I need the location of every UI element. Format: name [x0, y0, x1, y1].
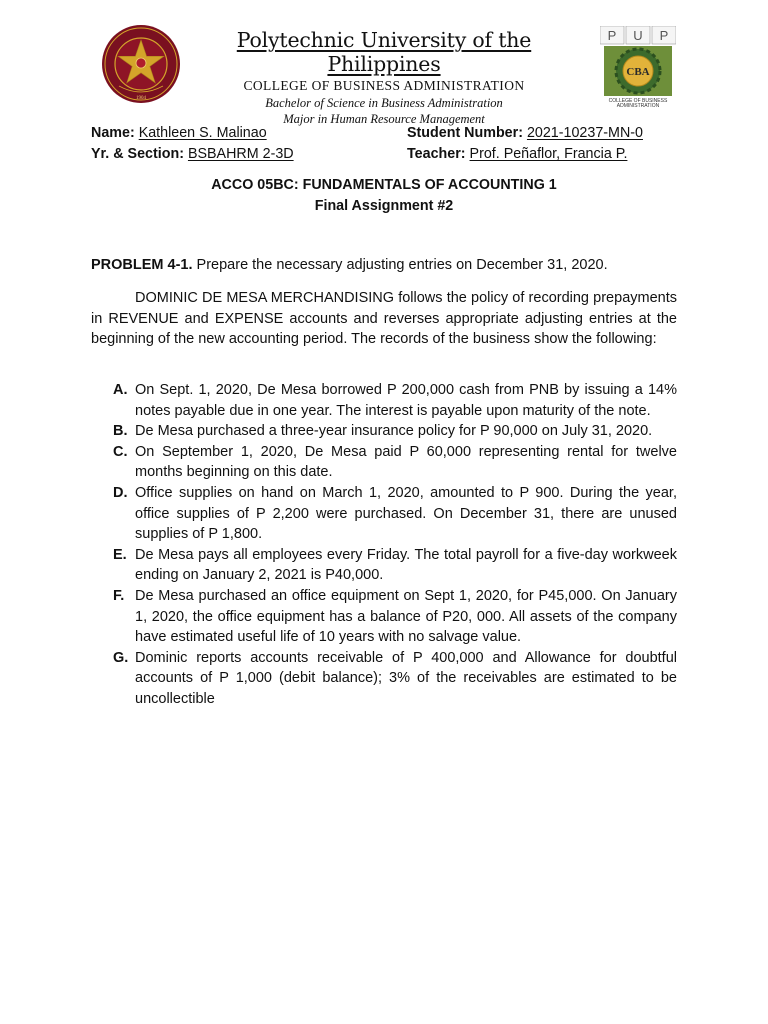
- teacher-name: Prof. Peñaflor, Francia P.: [469, 146, 628, 162]
- student-info-left: [91, 123, 294, 165]
- cba-caption-1: COLLEGE OF BUSINESS: [608, 98, 668, 104]
- assignment-title: Final Assignment #2: [314, 198, 454, 214]
- problem-label: PROBLEM 4-1.: [91, 257, 193, 273]
- student-number: 2021-10237-MN-0: [526, 125, 643, 141]
- pup-seal-logo: [101, 24, 181, 104]
- college-name: COLLEGE OF BUSINESS ADMINISTRATION: [243, 78, 525, 93]
- item-letter: E.: [113, 546, 127, 563]
- list-item: [91, 648, 677, 710]
- list-item: [91, 586, 677, 648]
- item-letter: F.: [113, 587, 125, 604]
- list-item: [91, 442, 677, 483]
- teacher-label: Teacher:: [407, 146, 466, 162]
- item-text: On Sept. 1, 2020, De Mesa borrowed P 200,000 cash from PNB by issuing a 14% notes payable due in one year. The interest is payable upon maturity of the note.: [135, 382, 677, 419]
- letterhead: [184, 28, 584, 127]
- item-letter: B.: [113, 423, 128, 440]
- item-letter: C.: [113, 443, 128, 460]
- list-item: [91, 380, 677, 421]
- logo-letter-p2: P: [659, 28, 669, 43]
- item-text: Dominic reports accounts receivable of P 400,000 and Allowance for doubtful accounts of P 1,000 (debit balance); 3% of the receivables are estimated to be uncollectible: [135, 649, 677, 707]
- list-item: [91, 421, 677, 442]
- list-item: [91, 545, 677, 586]
- number-row: [407, 123, 643, 144]
- list-item: [91, 483, 677, 545]
- teacher-row: [407, 144, 643, 165]
- section-row: [91, 144, 294, 165]
- student-name: Kathleen S. Malinao: [138, 125, 267, 141]
- logo-letter-p1: P: [607, 28, 617, 43]
- cba-caption-2: ADMINISTRATION: [616, 103, 660, 108]
- number-label: Student Number:: [407, 125, 523, 141]
- item-text: De Mesa pays all employees every Friday. The total payroll for a five-day workweek ending on January 2, 2021 is P40,000.: [135, 546, 677, 584]
- program-name: Bachelor of Science in Business Administration: [265, 96, 503, 110]
- item-letter: D.: [113, 484, 128, 501]
- problem-instruction: Prepare the necessary adjusting entries on December 31, 2020.: [192, 257, 608, 273]
- item-text: De Mesa purchased an office equipment on Sept 1, 2020, for P45,000. On January 1, 2020, the office equipment has a balance of P20, 000. All assets of the company have estimated useful life of 10 years with no salvage value.: [135, 587, 677, 646]
- problem-items: [91, 380, 677, 710]
- name-label: Name:: [91, 125, 135, 141]
- logo-letter-u: U: [633, 28, 643, 43]
- student-info-right: [407, 123, 643, 165]
- item-text: Office supplies on hand on March 1, 2020, amounted to P 900. During the year, office supplies of P 2,200 were purchased. On December 31, there are unused supplies of P 1,800.: [135, 484, 677, 543]
- item-text: On September 1, 2020, De Mesa paid P 60,000 representing rental for twelve months beginning on this date.: [135, 443, 677, 481]
- major-name: Major in Human Resource Management: [283, 112, 485, 126]
- name-row: [91, 123, 294, 144]
- seal-year-text: 1904: [136, 96, 146, 101]
- problem-heading: [91, 257, 608, 273]
- item-letter: A.: [113, 382, 128, 398]
- section-label: Yr. & Section:: [91, 146, 184, 162]
- cba-badge-text: CBA: [626, 66, 650, 78]
- student-section: BSBAHRM 2-3D: [187, 146, 294, 162]
- item-letter: G.: [113, 649, 129, 666]
- course-title: ACCO 05BC: FUNDAMENTALS OF ACCOUNTING 1: [211, 177, 557, 193]
- item-text: De Mesa purchased a three-year insurance policy for P 90,000 on July 31, 2020.: [135, 423, 653, 440]
- university-name: Polytechnic University of the Philippines: [236, 28, 532, 76]
- problem-intro: DOMINIC DE MESA MERCHANDISING follows the policy of recording prepayments in REVENUE and EXPENSE accounts and reverses appropriate adjusting entries at the beginning of the new accounting period. The records of the business show the following:: [91, 290, 677, 348]
- cba-logo: [600, 26, 676, 108]
